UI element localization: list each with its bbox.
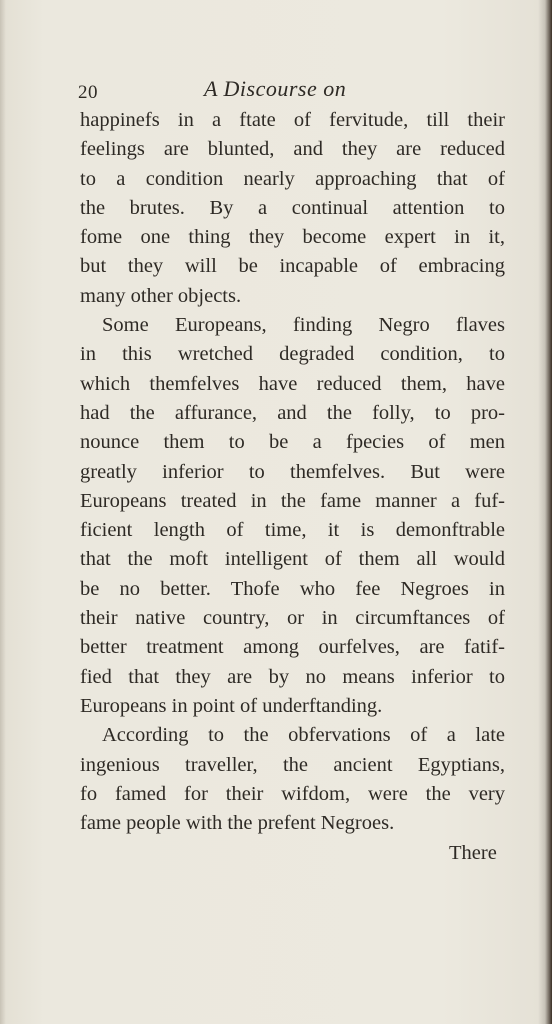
text-line: fo famed for their wifdom, were the very xyxy=(80,782,505,805)
text-line: ingenious traveller, the ancient Egyptians, xyxy=(80,753,505,776)
body-text xyxy=(80,106,505,838)
text-line: to a condition nearly approaching that of xyxy=(80,167,505,190)
text-line: feelings are blunted, and they are reduced xyxy=(80,138,505,161)
text-line: but they will be incapable of embracing xyxy=(80,255,505,278)
page-number: 20 xyxy=(78,82,98,103)
text-line: greatly inferior to themfelves. But were xyxy=(80,460,505,483)
catchword: There xyxy=(449,842,497,864)
gutter-shadow xyxy=(538,0,552,1024)
text-line: Some Europeans, finding Negro flaves xyxy=(102,314,505,337)
page-edge xyxy=(0,0,6,1024)
text-line: According to the obfervations of a late xyxy=(102,724,505,747)
text-line: fome one thing they become expert in it, xyxy=(80,226,505,249)
page-header xyxy=(78,76,498,106)
text-line: Europeans in point of underftanding. xyxy=(80,694,383,717)
text-line: nounce them to be a fpecies of men xyxy=(80,431,505,454)
running-head: A Discourse on xyxy=(204,76,347,101)
text-line: their native country, or in circumftances of xyxy=(80,607,505,630)
text-line: be no better. Thofe who fee Negroes in xyxy=(80,577,505,600)
text-line: ficient length of time, it is demonftrable xyxy=(80,519,505,542)
text-line: happinefs in a ftate of fervitude, till their xyxy=(80,109,505,131)
text-line: the brutes. By a continual attention to xyxy=(80,196,505,219)
text-line: in this wretched degraded condition, to xyxy=(80,343,505,366)
text-line: had the affurance, and the folly, to pro- xyxy=(80,401,505,424)
text-line: which themfelves have reduced them, have xyxy=(80,372,505,395)
text-line: many other objects. xyxy=(80,284,242,307)
text-line: fied that they are by no means inferior to xyxy=(80,665,505,688)
text-line: Europeans treated in the fame manner a fuf- xyxy=(80,489,505,512)
text-line: fame people with the prefent Negroes. xyxy=(80,812,395,835)
text-line: that the moft intelligent of them all would xyxy=(80,548,505,571)
text-line: better treatment among ourfelves, are fatif- xyxy=(80,636,505,659)
